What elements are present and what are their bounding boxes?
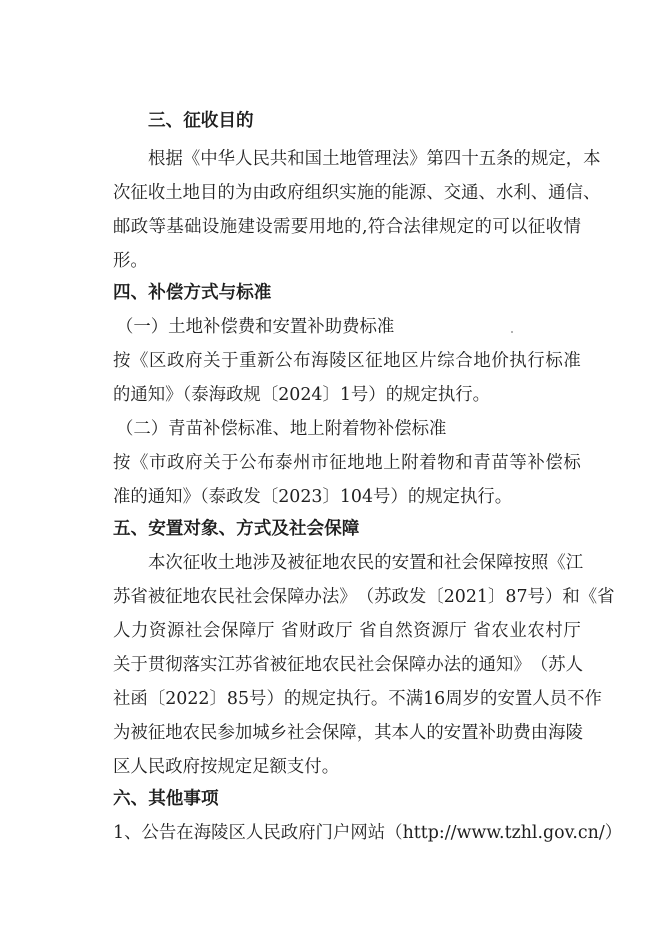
section-heading-4: 四、补偿方式与标准 — [113, 283, 272, 303]
paragraph-line: 社 函 〔 2022 〕 85 号 ） 的 规 定 执 行 。 不 满 16 周 岁 的 安 置 人 员 不 作 — [113, 689, 602, 709]
paragraph-line: 人 力 资 源 社 会 保 障 厅 省 财 政 厅 省 自 然 资 源 厅 省 农 业 农 村 厅 — [113, 621, 581, 641]
paragraph-line: 1 、 公 告 在 海 陵 区 人 民 政 府 门 户 网 站 （ http://www.tzhl.gov.cn/ ） — [113, 823, 623, 843]
paragraph-line: 按 《 区 政 府 关 于 重 新 公 布 海 陵 区 征 地 区 片 综 合 地 价 执 行 标 准 — [113, 351, 581, 371]
paragraph-line: 苏 省 被 征 地 农 民 社 会 保 障 办 法 》 （ 苏 政 发 〔 2021 〕 87 号 ） 和 《 省 — [113, 587, 615, 607]
paragraph-line: 邮 政 等 基 础 设 施 建 设 需 要 用 地 的 , 符 合 法 律 规 定 的 可 以 征 收 情 — [113, 217, 581, 237]
subsection-heading: （二）青苗补偿标准、地上附着物补偿标准 — [116, 419, 447, 439]
paragraph-line: 为 被 征 地 农 民 参 加 城 乡 社 会 保 障 ， 其 本 人 的 安 置 补 助 费 由 海 陵 — [113, 723, 583, 743]
paragraph-line: 次 征 收 土 地 目 的 为 由 政 府 组 织 实 施 的 能 源 、 交 通 、 水 利 、 通 信 、 — [113, 183, 601, 203]
section-heading-6: 六、其他事项 — [113, 789, 219, 809]
paragraph-line: 按 《 市 政 府 关 于 公 布 泰 州 市 征 地 地 上 附 着 物 和 青 苗 等 补 偿 标 — [113, 453, 581, 473]
section-heading-5: 五、安置对象、方式及社会保障 — [113, 519, 360, 539]
paragraph-line: 准的通知》（泰政发〔2023〕104号）的规定执行。 — [113, 487, 513, 507]
paragraph-line: 的通知》（泰海政规〔2024〕1号）的规定执行。 — [113, 385, 491, 405]
scan-speck — [511, 331, 513, 333]
paragraph-line: 形。 — [113, 251, 148, 271]
paragraph-line: 本 次 征 收 土 地 涉 及 被 征 地 农 民 的 安 置 和 社 会 保 障 按 照 《 江 — [148, 553, 584, 573]
section-heading-3: 三、征收目的 — [148, 111, 254, 131]
paragraph-line: 关 于 贯 彻 落 实 江 苏 省 被 征 地 农 民 社 会 保 障 办 法 的 通 知 》 （ 苏 人 — [113, 655, 583, 675]
subsection-heading: （一）土地补偿费和安置补助费标准 — [116, 317, 395, 337]
paragraph-line: 根 据 《 中 华 人 民 共 和 国 土 地 管 理 法 》 第 四 十 五 条 的 规 定 ， 本 — [148, 149, 601, 169]
paragraph-line: 区人民政府按规定足额支付。 — [113, 757, 340, 777]
